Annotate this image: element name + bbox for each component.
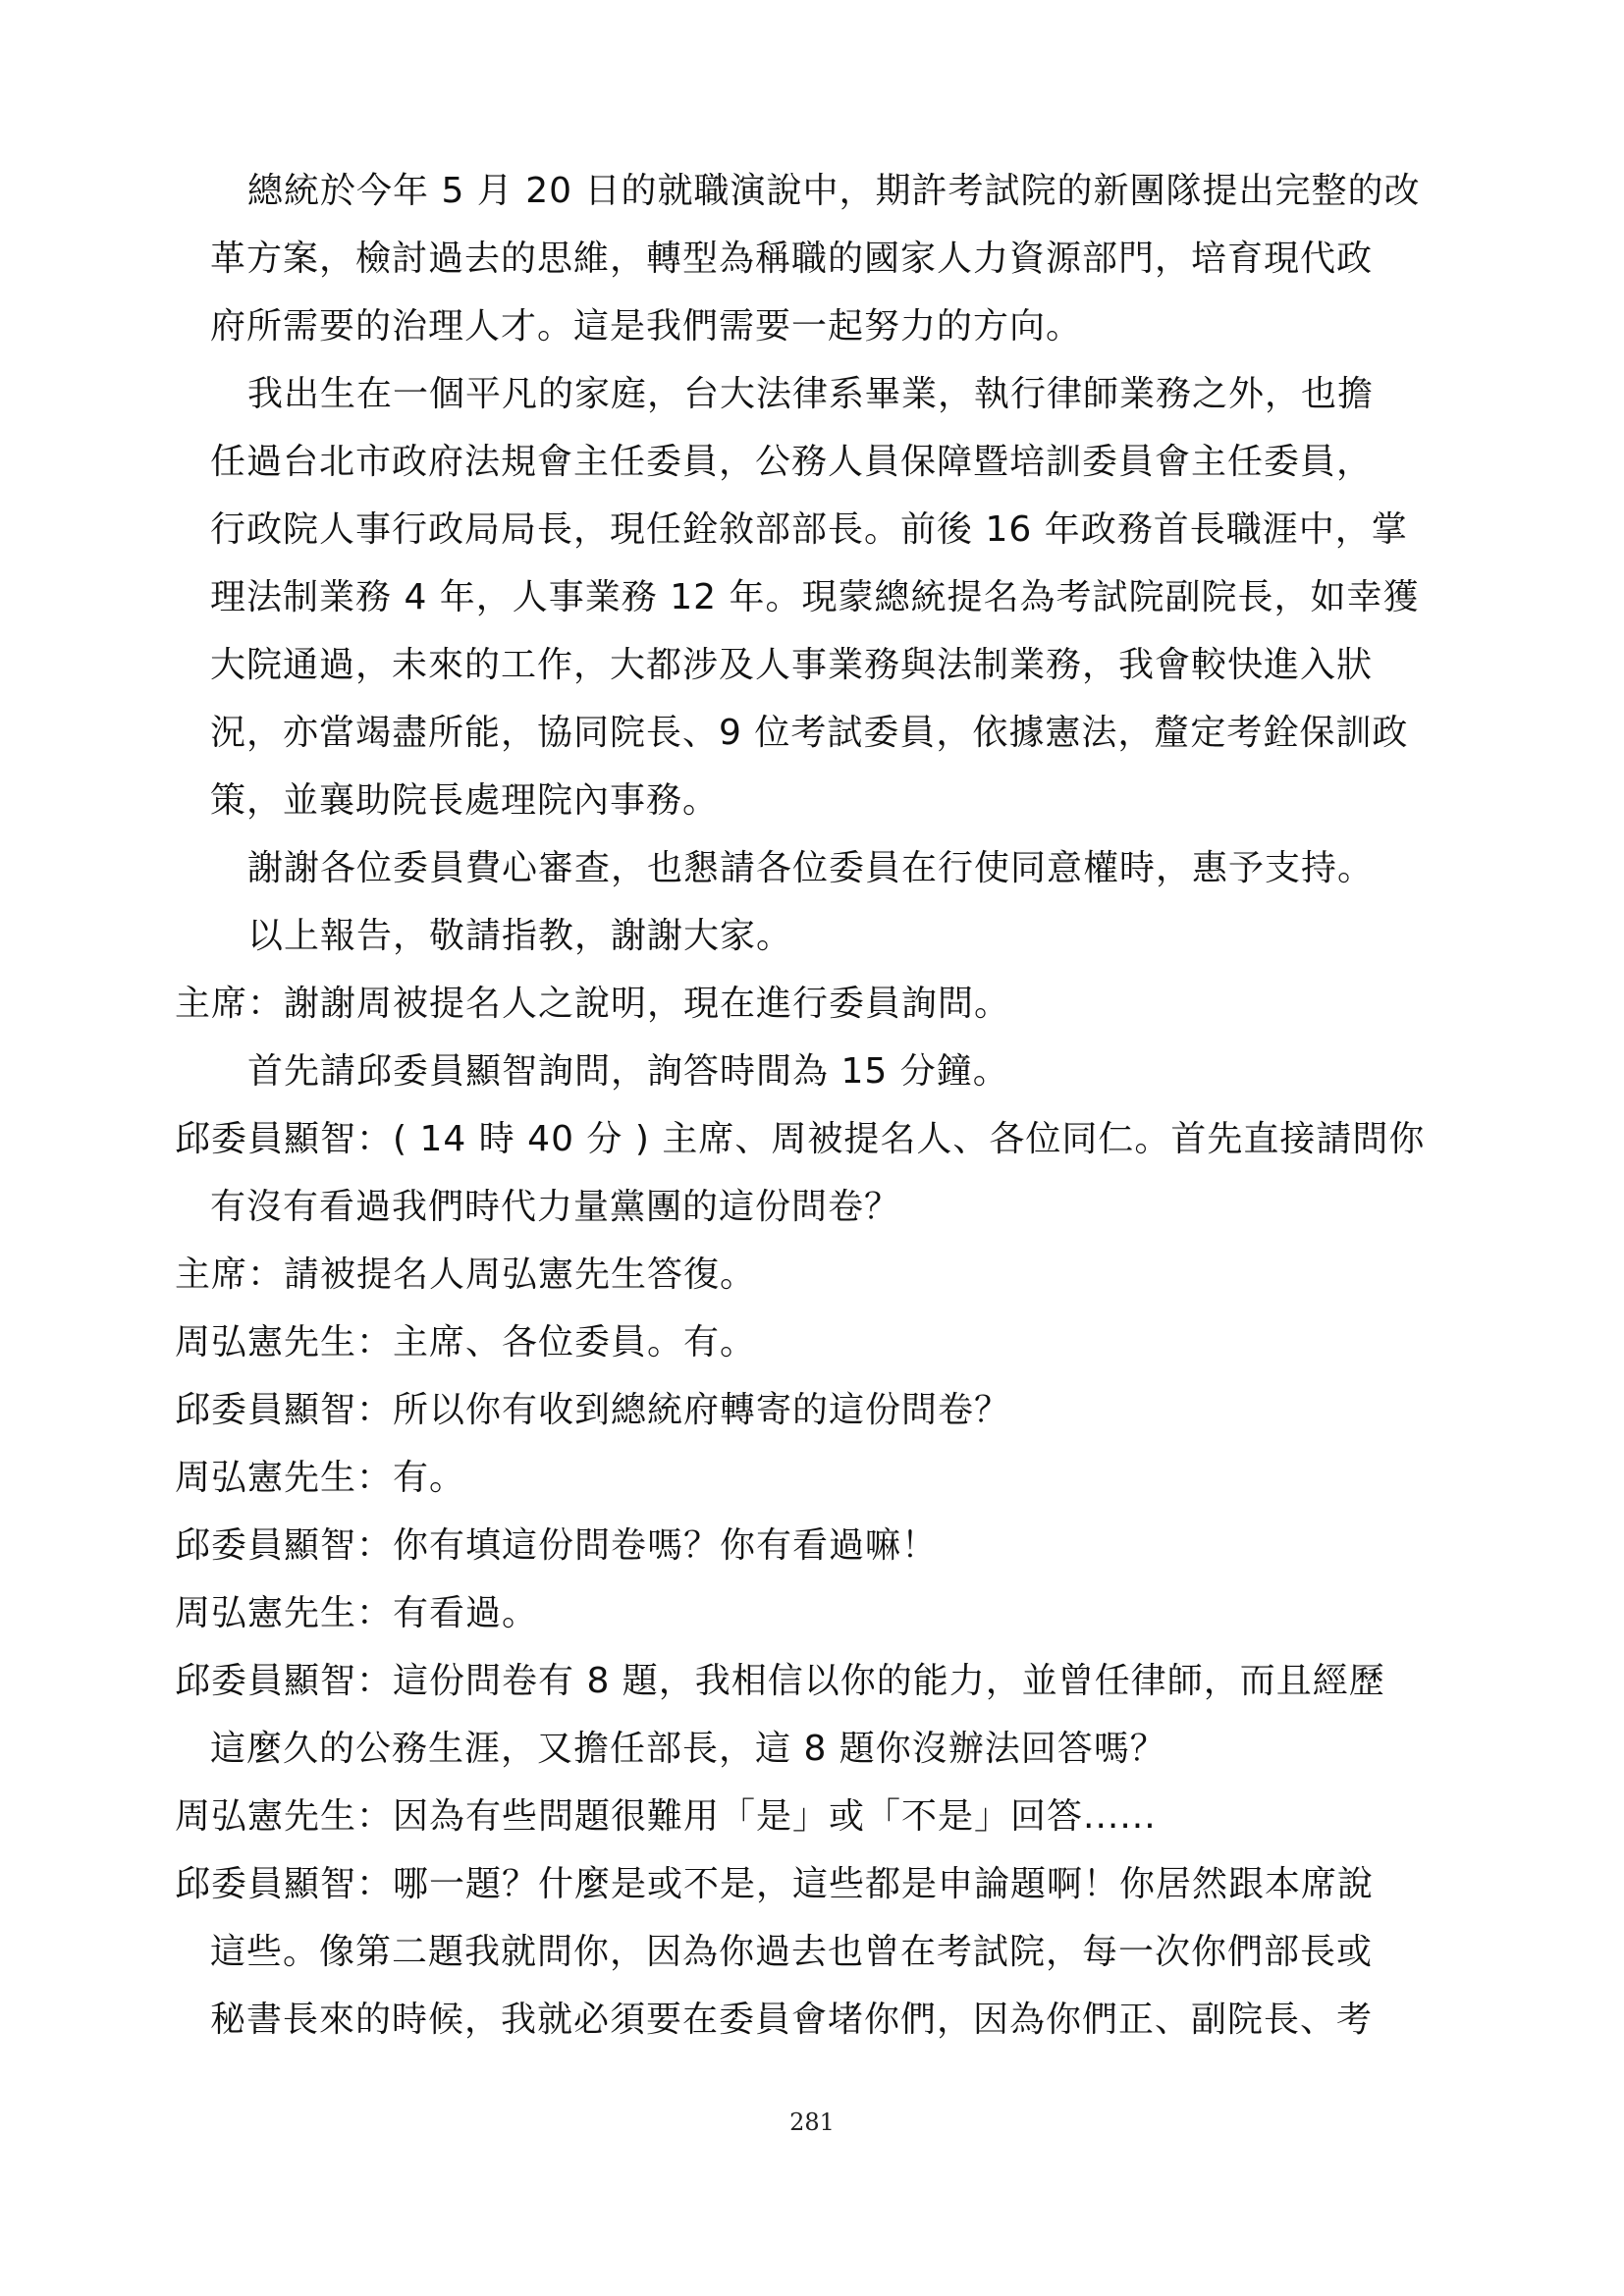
transcript-line: 我出生在一個平凡的家庭，台大法律系畢業，執行律師業務之外，也擔 [247,374,1375,414]
transcript-line: 理法制業務 4 年，人事業務 12 年。現蒙總統提名為考試院副院長，如幸獲 [210,577,1420,617]
transcript-line: 周弘憲先生：主席、各位委員。有。 [175,1322,757,1362]
transcript-line: 總統於今年 5 月 20 日的就職演說中，期許考試院的新團隊提出完整的改 [247,171,1421,211]
transcript-line: 邱委員顯智：這份問卷有 8 題，我相信以你的能力，並曾任律師，而且經歷 [175,1661,1385,1701]
transcript-line: 邱委員顯智：你有填這份問卷嗎？你有看過嘛！ [175,1525,939,1566]
transcript-line: 邱委員顯智：哪一題？什麼是或不是，這些都是申論題啊！你居然跟本席說 [175,1864,1375,1904]
transcript-line: 周弘憲先生：有。 [175,1458,466,1498]
transcript-line: 邱委員顯智：( 14 時 40 分 ) 主席、周被提名人、各位同仁。首先直接請問你 [175,1119,1426,1159]
transcript-line: 謝謝各位委員費心審查，也懇請各位委員在行使同意權時，惠予支持。 [247,848,1375,888]
transcript-line: 主席：謝謝周被提名人之說明，現在進行委員詢問。 [175,984,1011,1024]
transcript-line: 這麼久的公務生涯，又擔任部長，這 8 題你沒辦法回答嗎？ [210,1729,1166,1769]
transcript-line: 革方案，檢討過去的思維，轉型為稱職的國家人力資源部門，培育現代政 [210,239,1374,279]
transcript-line: 以上報告，敬請指教，謝謝大家。 [247,916,793,956]
page-number: 281 [789,2109,835,2136]
transcript-line: 府所需要的治理人才。這是我們需要一起努力的方向。 [210,306,1083,347]
transcript-line: 況，亦當竭盡所能，協同院長、9 位考試委員，依據憲法，釐定考銓保訓政 [210,713,1409,753]
transcript-line: 行政院人事行政局局長，現任銓敘部部長。前後 16 年政務首長職涯中，掌 [210,509,1408,550]
transcript-line: 首先請邱委員顯智詢問，詢答時間為 15 分鐘。 [247,1051,1009,1092]
transcript-line: 策，並襄助院長處理院內事務。 [210,780,720,821]
transcript-line: 周弘憲先生：因為有些問題很難用「是」或「不是」回答...... [175,1796,1157,1837]
transcript-line: 秘書長來的時候，我就必須要在委員會堵你們，因為你們正、副院長、考 [210,2000,1374,2040]
transcript-body [175,157,1461,2054]
transcript-line: 這些。像第二題我就問你，因為你過去也曾在考試院，每一次你們部長或 [210,1932,1374,1972]
transcript-line: 大院通過，未來的工作，大都涉及人事業務與法制業務，我會較快進入狀 [210,645,1374,685]
transcript-line: 有沒有看過我們時代力量黨團的這份問卷？ [210,1187,901,1227]
transcript-line: 任過台北市政府法規會主任委員，公務人員保障暨培訓委員會主任委員， [210,442,1374,482]
transcript-line: 周弘憲先生：有看過。 [175,1593,539,1633]
transcript-line: 邱委員顯智：所以你有收到總統府轉寄的這份問卷？ [175,1390,1011,1430]
transcript-line: 主席：請被提名人周弘憲先生答復。 [175,1255,757,1295]
